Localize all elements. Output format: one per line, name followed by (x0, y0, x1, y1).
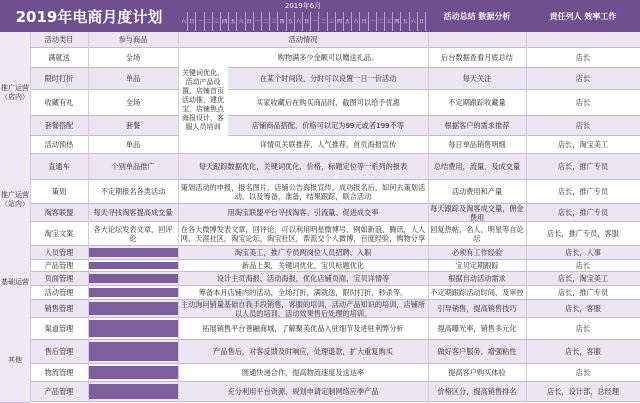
row-summary: 回复热帖，名人，明星等自论坛 (428, 222, 526, 246)
row-owner: 店长 (526, 116, 640, 136)
row-activity: 主动询问销量基础自我手段销售，客服的培训，活动产品知识的培训，店铺所以人员的培训，活动效果售后处理的培训。 (178, 300, 428, 318)
row-products: 每天寻找淘客提高成交量 (88, 204, 178, 222)
column-header-products: 参与商品 (88, 32, 178, 48)
progress-bar (88, 384, 178, 399)
day-cell: 日 (188, 12, 196, 31)
row-bar (88, 382, 178, 402)
day-cell: 三 (213, 12, 221, 31)
row-owner: 店长，推广专员 (526, 154, 640, 180)
column-header-blank (428, 32, 526, 48)
row-category: 人员管理 (30, 246, 88, 260)
owner-header: 责任列人 效率工作 (526, 0, 640, 32)
day-cell: 一 (254, 12, 262, 31)
row-activity: 新品上架，关键词优化，宝贝标题优化 (178, 260, 428, 272)
row-activity: 淘宝美工，推广专员两岗位人员招聘、入职 (178, 246, 428, 260)
section-platform-promo: 推广运营（站内） (0, 154, 30, 247)
row-owner: 店长，客服 (526, 300, 640, 318)
day-cell: 三 (385, 12, 393, 31)
merged-activity-note: 关键词优化，活动产品设置，店铺首页活动推，建优宝，店铺焦点海报设计，客服人员培训 (178, 48, 228, 154)
day-cell: 一 (196, 12, 204, 31)
row-products: 全场 (88, 90, 178, 116)
day-cell: 三 (270, 12, 278, 31)
day-cell: 五 (229, 12, 237, 31)
row-owner: 店长，客服 (526, 340, 640, 364)
column-header-category: 活动类目 (30, 32, 88, 48)
section-other: 其他 (0, 318, 30, 403)
row-summary: 必须有工作经验 (428, 246, 526, 260)
row-summary: 提高客户购买体验 (428, 364, 526, 382)
row-category: 产品管理 (30, 382, 88, 402)
row-owner: 店长，设计部，总经理 (526, 382, 640, 402)
row-activity: 在各大微博发表文章，回评论，可以利用明星微博号，例如新浪，腾讯，人人网，天涯社区，淘宝论坛，淘宝社区，帮派交个人微博，百度经验，购物分享 (178, 222, 428, 246)
row-products: 全场 (88, 48, 178, 68)
row-activity: 策划活动的申报，报名图片，店铺公告海报宣传，成功报名后，如何去策划活动，以及筹备，准备，结果跟踪，联合活动 (178, 180, 428, 204)
row-bar (88, 286, 178, 300)
row-summary: 根据客户的需求推荐 (428, 116, 526, 136)
day-cell: 六 (180, 12, 188, 31)
row-category: 直通车 (30, 154, 88, 180)
row-activity: 买家收藏后在购买商品时，截图可以给予优惠 (228, 90, 428, 116)
day-cell: 日 (360, 12, 368, 31)
row-bar (88, 272, 178, 286)
progress-bar (88, 342, 178, 361)
day-cell: 六 (410, 12, 418, 31)
row-bar (88, 260, 178, 272)
day-cell: 六 (295, 12, 303, 31)
section-store-promo: 推广运营（店内） (0, 32, 30, 155)
day-cell: 二 (319, 12, 327, 31)
sheet-title: 2019年电商月度计划 (0, 0, 178, 32)
progress-bar (88, 248, 178, 257)
progress-bar (88, 274, 178, 283)
row-summary: 活动费用和产量 (428, 180, 526, 204)
row-category: 策划 (30, 180, 88, 204)
row-bar (88, 246, 178, 260)
row-activity: 详情页关联推荐，人气推荐，首页海报宣传 (228, 136, 428, 154)
row-products: 单品 (88, 68, 178, 90)
day-cell: 六 (237, 12, 245, 31)
row-activity: 在某个时间段，分时可以设置一日一价活动 (228, 68, 428, 90)
grid-line (88, 32, 89, 402)
row-activity: 筹备本月店铺内的活动，全场打折，满就送，限时打折，秒杀等。 (178, 286, 428, 300)
row-category: 售后管理 (30, 340, 88, 364)
row-summary: 总结费用，流量，及成交量 (428, 154, 526, 180)
row-activity: 购物满多少金额可以赠送礼品。 (228, 48, 428, 68)
column-header-blank (526, 32, 640, 48)
row-owner: 店长 (526, 68, 640, 90)
progress-bar (88, 302, 178, 315)
row-summary: 每天关注 (428, 68, 526, 90)
row-products: 不定期报名各类活动 (88, 180, 178, 204)
day-cell: 二 (205, 12, 213, 31)
day-cell: 日 (418, 12, 426, 31)
row-activity: 圆通快递合作，提高物流速度及送达率 (178, 364, 428, 382)
row-category: 物流管理 (30, 364, 88, 382)
row-summary: 不定期跟踪收藏量 (428, 90, 526, 116)
row-owner: 店长，推广专员 (526, 180, 640, 204)
grid-line (526, 32, 527, 402)
day-cell: 五 (344, 12, 352, 31)
row-category: 满就送 (30, 48, 88, 68)
row-category: 收藏有礼 (30, 90, 88, 116)
row-category: 产品管理 (30, 260, 88, 272)
row-summary: 不定期跟踪活动时间，及审控 (428, 286, 526, 300)
row-owner: 店长 (526, 260, 640, 272)
grid-line (30, 32, 31, 402)
progress-bar (88, 320, 178, 337)
section-base-ops: 基础运营 (0, 246, 30, 319)
progress-bar (88, 288, 178, 297)
day-cell: 二 (262, 12, 270, 31)
row-summary: 引导销售，提高销售技巧 (428, 300, 526, 318)
row-summary: 每日单品销售明细 (428, 136, 526, 154)
day-cell: 日 (303, 12, 311, 31)
summary-header: 活动总结 数据分析 (428, 0, 526, 32)
row-summary: 提高曝光率，销售多元化 (428, 318, 526, 340)
day-cell: 四 (278, 12, 286, 31)
row-bar (88, 340, 178, 364)
row-summary: 价格区分，提高销售排名 (428, 382, 526, 402)
day-cell: 一 (369, 12, 377, 31)
row-bar (88, 364, 178, 382)
day-cell: 五 (287, 12, 295, 31)
month-header (178, 0, 428, 32)
row-category: 页面管理 (30, 272, 88, 286)
row-summary: 根据自动活动需求 (428, 272, 526, 286)
progress-bar (88, 262, 178, 269)
row-products: 套餐 (88, 116, 178, 136)
row-owner: 店长 (526, 48, 640, 68)
day-cell: 二 (377, 12, 385, 31)
row-owner: 店长 (526, 364, 640, 382)
row-category: 淘宝文案 (30, 222, 88, 246)
row-summary: 每天跟踪及淘客成交量，佣金费用 (428, 204, 526, 222)
day-cell: 日 (246, 12, 254, 31)
progress-bar (88, 366, 178, 379)
row-category: 销售管理 (30, 300, 88, 318)
row-category: 活动预热 (30, 136, 88, 154)
row-summary: 后台数据查看月底总结 (428, 48, 526, 68)
row-activity: 产品售后，对客反馈及时响应，处理退款，扩大重复购买 (178, 340, 428, 364)
row-activity: 每天跟踪数据优化，关键词优化，价格，标题定位等一系列的报表 (178, 154, 428, 180)
row-bar (88, 300, 178, 318)
row-owner: 店长，推广专员 (526, 204, 640, 222)
row-activity: 拓展销售平台善融商城，了解聚美优品入驻细节及进驻利弊分析 (178, 318, 428, 340)
row-owner: 店长 (526, 90, 640, 116)
row-activity: 店铺商品搭配，价格可以定为99元或者199不等 (228, 116, 428, 136)
day-cell: 一 (311, 12, 319, 31)
row-products: 个别单品推广 (88, 154, 178, 180)
row-summary: 宝贝定期跟踪 (428, 260, 526, 272)
grid-line (178, 32, 179, 402)
row-owner: 店长 (526, 318, 640, 340)
row-owner: 店长，淘宝美工 (526, 272, 640, 286)
row-owner: 店长，人事 (526, 246, 640, 260)
row-category: 套餐搭配 (30, 116, 88, 136)
row-category: 渠道管理 (30, 318, 88, 340)
column-header-activity: 活动情况 (178, 32, 428, 48)
row-owner: 店长，推广专员，客服 (526, 222, 640, 246)
row-products: 各大论坛发表文章，回评论 (88, 222, 178, 246)
day-cell: 三 (328, 12, 336, 31)
day-cell: 四 (221, 12, 229, 31)
day-cell: 五 (401, 12, 409, 31)
row-owner: 店长，淘宝美工 (526, 136, 640, 154)
day-cell: 四 (393, 12, 401, 31)
row-products: 单品 (88, 136, 178, 154)
row-category: 活动管理 (30, 286, 88, 300)
day-header-row (180, 12, 426, 31)
row-category: 限时打折 (30, 68, 88, 90)
row-owner: 店长，推广专员 (526, 286, 640, 300)
row-activity: 充分利用平台资源，规划申请定制网络应季产品 (178, 382, 428, 402)
row-bar (88, 318, 178, 340)
row-summary: 做好客户服务，增强粘性 (428, 340, 526, 364)
grid-line (428, 32, 429, 402)
month-label: 2019年6月 (284, 2, 322, 10)
row-activity: 用淘宝联盟平台寻找淘客、引流量、促进成交率 (178, 204, 428, 222)
day-cell: 四 (336, 12, 344, 31)
day-cell: 六 (352, 12, 360, 31)
row-activity: 设计主页海报，活动海报，优化店铺页面，宝贝详情等 (178, 272, 428, 286)
row-category: 淘客联盟 (30, 204, 88, 222)
